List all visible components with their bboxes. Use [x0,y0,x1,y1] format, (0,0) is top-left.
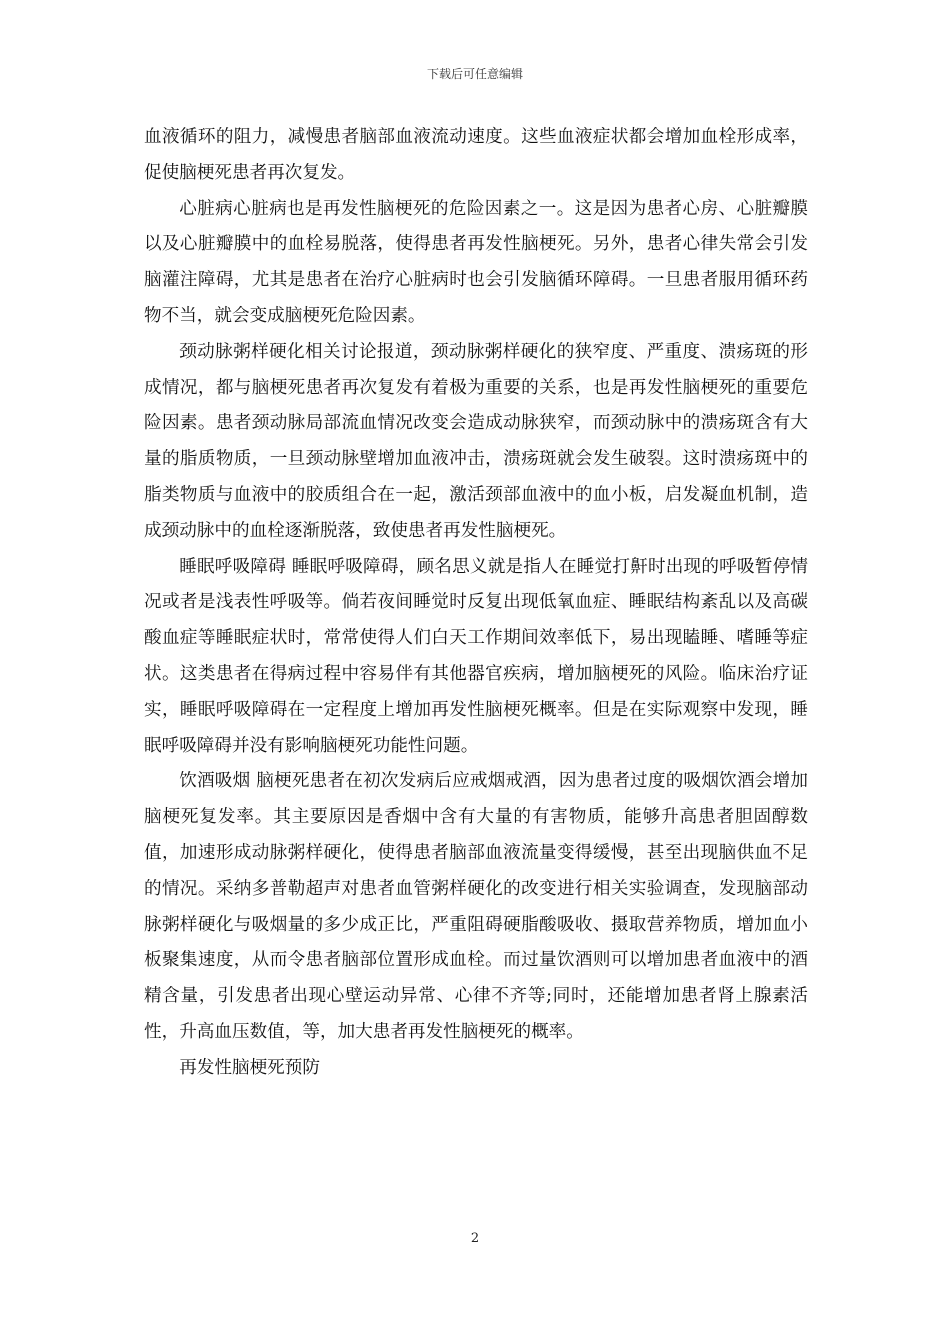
document-body [144,120,808,1087]
paragraph-carotid-atherosclerosis: 颈动脉粥样硬化相关讨论报道，颈动脉粥样硬化的狭窄度、严重度、溃疡斑的形成情况，都与脑梗死患者再次复发有着极为重要的关系，也是再发性脑梗死的重要危险因素。患者颈动脉局部流血情况改变会造成动脉狭窄，而颈动脉中的溃疡斑含有大量的脂质物质，一旦颈动脉壁增加血液冲击，溃疡斑就会发生破裂。这时溃疡斑中的脂类物质与血液中的胶质组合在一起，激活颈部血液中的血小板，启发凝血机制，造成颈动脉中的血栓逐渐脱落，致使患者再发性脑梗死。 [144,341,808,541]
page-number: 2 [470,1231,480,1246]
paragraph-sleep-apnea: 睡眠呼吸障碍 睡眠呼吸障碍，顾名思义就是指人在睡觉打鼾时出现的呼吸暂停情况或者是浅表性呼吸等。倘若夜间睡觉时反复出现低氧血症、睡眠结构紊乱以及高碳酸血症等睡眠症状时，常常使得人们白天工作期间效率低下，易出现瞌睡、嗜睡等症状。这类患者在得病过程中容易伴有其他器官疾病，增加脑梗死的风险。临床治疗证实，睡眠呼吸障碍在一定程度上增加再发性脑梗死概率。但是在实际观察中发现，睡眠呼吸障碍并没有影响脑梗死功能性问题。 [144,556,808,756]
section-heading-prevention: 再发性脑梗死预防 [179,1057,320,1078]
page-header: 下载后可任意编辑 [426,67,523,81]
paragraph-blood-circulation: 血液循环的阻力，减慢患者脑部血液流动速度。这些血液症状都会增加血栓形成率，促使脑梗死患者再次复发。 [144,127,808,183]
paragraph-heart-disease: 心脏病心脏病也是再发性脑梗死的危险因素之一。这是因为患者心房、心脏瓣膜以及心脏瓣膜中的血栓易脱落，使得患者再发性脑梗死。另外，患者心律失常会引发脑灌注障碍，尤其是患者在治疗心脏病时也会引发脑循环障碍。一旦患者服用循环药物不当，就会变成脑梗死危险因素。 [144,198,808,326]
paragraph-drinking-smoking: 饮酒吸烟 脑梗死患者在初次发病后应戒烟戒酒，因为患者过度的吸烟饮酒会增加脑梗死复发率。其主要原因是香烟中含有大量的有害物质，能够升高患者胆固醇数值，加速形成动脉粥样硬化，使得患者脑部血液流量变得缓慢，甚至出现脑供血不足的情况。采纳多普勒超声对患者血管粥样硬化的改变进行相关实验调查，发现脑部动脉粥样硬化与吸烟量的多少成正比，严重阻碍硬脂酸吸收、摄取营养物质，增加血小板聚集速度，从而令患者脑部位置形成血栓。而过量饮酒则可以增加患者血液中的酒精含量，引发患者出现心壁运动异常、心律不齐等;同时，还能增加患者肾上腺素活性，升高血压数值，等，加大患者再发性脑梗死的概率。 [144,771,808,1042]
